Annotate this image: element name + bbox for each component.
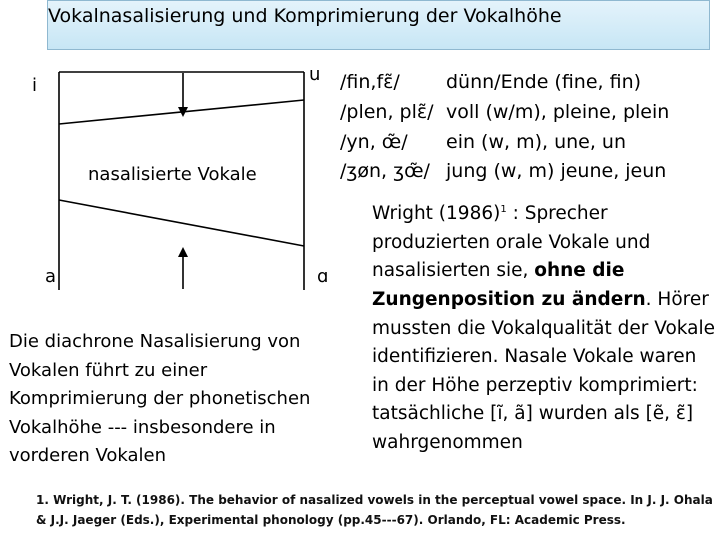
slide-title: Vokalnasalisierung und Komprimierung der Vokalhöhe bbox=[48, 5, 562, 27]
footnote: 1. Wright, J. T. (1986). The behavior of nasalized vowels in the perceptual vowel space. In J. J. Ohala & J.J. Jaeger (Eds.), Experimental phonology (pp.45---67). Orlando, FL: Academic Press. bbox=[36, 493, 713, 527]
wright-text-2: . Hörer mussten die Vokalqualität der Vokale identifizieren. Nasale Vokale waren in der Höhe perzeptiv komprimiert: tatsächliche [ĩ, ã] wurden als [ẽ, ɛ̃] wahrgenommen bbox=[372, 288, 716, 453]
nasal-region-lower-line bbox=[59, 200, 304, 246]
wright-bold-text: ohne die Zungenposition zu ändern bbox=[372, 260, 646, 310]
example-row bbox=[340, 71, 641, 93]
example-ipa: /yn, œ̃/ bbox=[340, 131, 408, 153]
footnote-marker: 1 bbox=[500, 204, 507, 215]
example-ipa: /fin,fɛ̃/ bbox=[340, 71, 400, 93]
nasal-region-upper-line bbox=[59, 100, 304, 124]
example-gloss: jung (w, m) jeune, jeun bbox=[446, 160, 667, 182]
vowel-label-alpha: ɑ bbox=[317, 266, 329, 287]
nasal-vowels-label: nasalisierte Vokale bbox=[88, 164, 257, 185]
vowel-label-i: i bbox=[32, 75, 38, 96]
vowel-label-u: u bbox=[309, 64, 321, 85]
vowel-label-a: a bbox=[45, 266, 57, 287]
diachronic-text: Die diachrone Nasalisierung von Vokalen führt zu einer Komprimierung der phonetischen Vokalhöhe --- insbesondere in vorderen Vokalen bbox=[9, 331, 311, 466]
example-row bbox=[340, 160, 666, 182]
example-ipa: /plen, plɛ̃/ bbox=[340, 101, 434, 123]
example-ipa: /ʒøn, ʒœ̃/ bbox=[340, 160, 430, 182]
wright-text-1: : Sprecher produzierten orale Vokale und nasalisierten sie, bbox=[372, 203, 651, 282]
wright-study-text bbox=[372, 196, 717, 458]
example-row bbox=[340, 131, 626, 153]
example-gloss: dünn/Ende (fine, fin) bbox=[446, 71, 642, 93]
example-gloss: ein (w, m), une, un bbox=[446, 131, 627, 153]
wright-intro: Wright (1986) bbox=[372, 203, 501, 225]
example-gloss: voll (w/m), pleine, plein bbox=[446, 101, 670, 123]
example-row bbox=[340, 101, 669, 123]
